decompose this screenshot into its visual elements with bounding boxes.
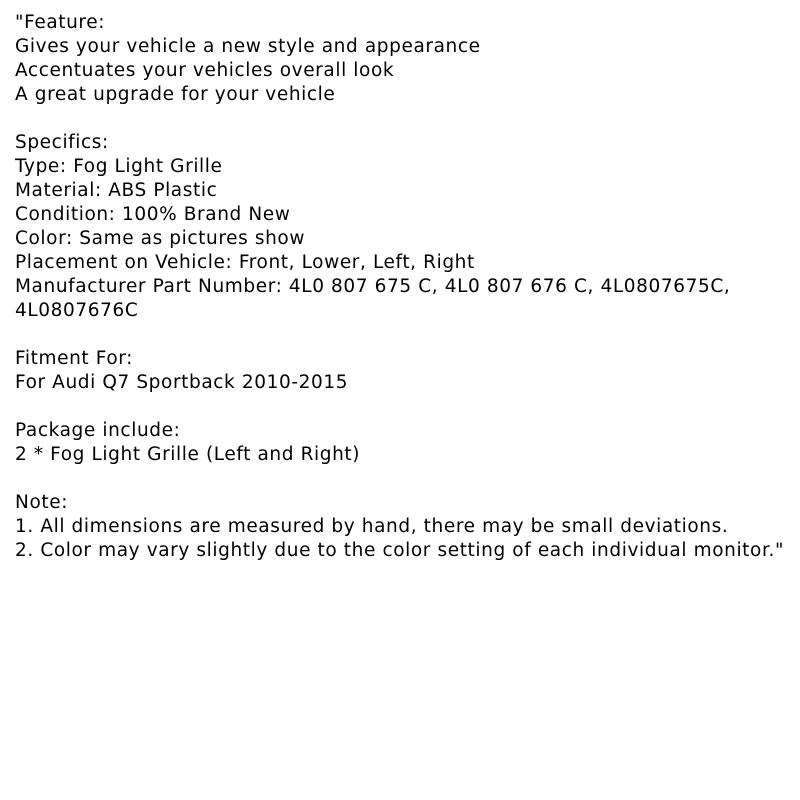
feature-section — [15, 11, 785, 107]
spec-material: Material: ABS Plastic — [15, 180, 218, 201]
fitment-heading: Fitment For: — [15, 348, 133, 369]
note-section — [15, 491, 785, 563]
spec-color: Color: Same as pictures show — [15, 228, 306, 249]
feature-item: Gives your vehicle a new style and appearance — [15, 36, 481, 57]
note-heading: Note: — [15, 492, 69, 513]
package-contents: 2 * Fog Light Grille (Left and Right) — [15, 444, 361, 465]
feature-heading: "Feature: — [15, 12, 106, 33]
feature-item: Accentuates your vehicles overall look — [15, 60, 395, 81]
fitment-vehicle: For Audi Q7 Sportback 2010-2015 — [15, 372, 349, 393]
spec-placement: Placement on Vehicle: Front, Lower, Left, Right — [15, 252, 475, 273]
spec-part-number: Manufacturer Part Number: 4L0 807 675 C, 4L0 807 676 C, 4L0807675C, 4L0807676C — [15, 276, 737, 321]
spec-type: Type: Fog Light Grille — [15, 156, 223, 177]
spec-condition: Condition: 100% Brand New — [15, 204, 291, 225]
fitment-section — [15, 347, 785, 395]
note-item: 2. Color may vary slightly due to the color setting of each individual monitor." — [15, 540, 785, 561]
package-heading: Package include: — [15, 420, 181, 441]
specifics-section — [15, 131, 785, 323]
feature-item: A great upgrade for your vehicle — [15, 84, 336, 105]
specifics-heading: Specifics: — [15, 132, 109, 153]
package-section — [15, 419, 785, 467]
product-description — [15, 11, 785, 563]
note-item: 1. All dimensions are measured by hand, there may be small deviations. — [15, 516, 729, 537]
